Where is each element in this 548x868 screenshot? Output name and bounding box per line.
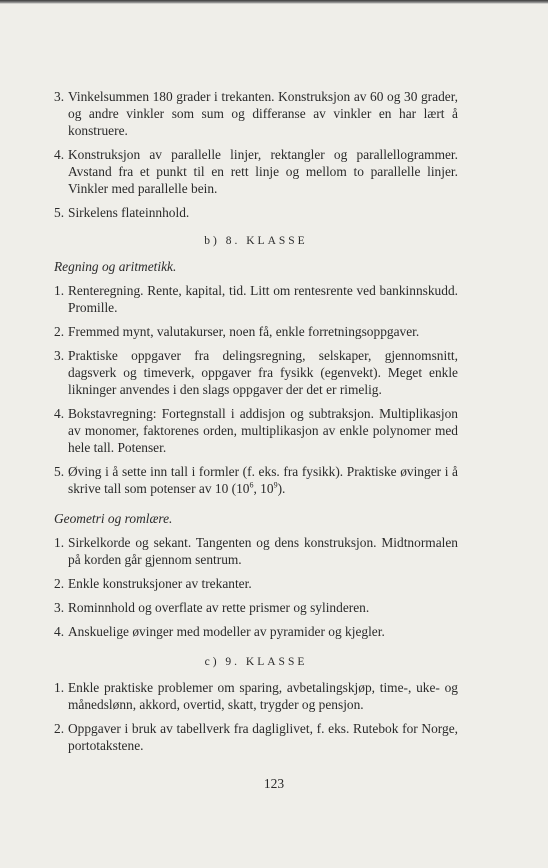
exponent: 6	[249, 480, 254, 490]
list-item	[54, 463, 458, 497]
item-number: 5.	[54, 464, 65, 479]
list-item	[54, 679, 458, 713]
item-number: 3.	[54, 348, 65, 363]
item-number: 1.	[54, 680, 65, 695]
section-heading-9-klasse: c) 9. KLASSE	[204, 656, 308, 668]
item-number: 4.	[54, 147, 65, 162]
item-text: Vinkelsummen 180 grader i trekanten. Konstruksjon av 60 og 30 grader, og andre vinkler som sum og differanse av vinkler en har lært å konstruere.	[68, 89, 458, 138]
page-number: 123	[263, 776, 285, 791]
list-item	[54, 534, 458, 568]
list-item	[54, 282, 458, 316]
section-heading-8-klasse: b) 8. KLASSE	[204, 235, 308, 247]
item-text: Anskuelige øvinger med modeller av pyramider og kjegler.	[68, 624, 385, 639]
list-item	[54, 623, 458, 640]
item-number: 2.	[54, 576, 65, 591]
item-text: Fremmed mynt, valutakurser, noen få, enkle forretningsoppgaver.	[68, 324, 420, 339]
item-text: Bokstavregning: Fortegnstall i addisjon og subtraksjon. Multiplikasjon av monomer, faktorenes orden, multiplikasjon av enkle polynomer med hele tall. Potenser.	[68, 406, 458, 455]
item-text: Oppgaver i bruk av tabellverk fra dagliglivet, f. eks. Rutebok for Norge, portotakstene.	[68, 721, 458, 753]
item-number: 1.	[54, 535, 65, 550]
item-text-part: Øving i å sette inn tall i formler (f. eks. fra fysikk). Praktiske øvinger i å skrive tall som potenser av 10 (10	[68, 464, 458, 496]
item-number: 4.	[54, 406, 65, 421]
item-text-part: , 10	[253, 481, 274, 496]
item-text-part: ).	[277, 481, 286, 496]
list-item	[54, 88, 458, 139]
item-text: Enkle praktiske problemer om sparing, avbetalingskjøp, time-, uke- og månedslønn, akkord, overtid, skatt, trygder og pensjon.	[68, 680, 458, 712]
list-item	[54, 599, 458, 616]
item-text: Sirkelens flateinnhold.	[68, 205, 190, 220]
list-item	[54, 204, 458, 221]
list-item	[54, 575, 458, 592]
item-text: Enkle konstruksjoner av trekanter.	[68, 576, 252, 591]
list-item	[54, 323, 458, 340]
item-text	[68, 464, 458, 496]
item-number: 3.	[54, 89, 65, 104]
item-number: 3.	[54, 600, 65, 615]
list-item	[54, 347, 458, 398]
item-text: Praktiske oppgaver fra delingsregning, selskaper, gjennomsnitt, dagsverk og timeverk, oppgaver fra fysikk (egenvekt). Meget enkle likninger anvendes i den slags oppgaver der det er rimelig.	[68, 348, 458, 397]
item-number: 5.	[54, 205, 65, 220]
item-number: 2.	[54, 324, 65, 339]
item-text: Sirkelkorde og sekant. Tangenten og dens konstruksjon. Midtnormalen på korden går gjennom sentrum.	[68, 535, 458, 567]
list-item	[54, 720, 458, 754]
item-number: 2.	[54, 721, 65, 736]
subheading-geometri: Geometri og romlære.	[54, 511, 173, 526]
item-text: Konstruksjon av parallelle linjer, rektangler og parallellogrammer. Avstand fra et punkt til en rett linje og mellom to parallelle linjer. Vinkler med parallelle bein.	[68, 147, 458, 196]
list-item	[54, 146, 458, 197]
exponent: 9	[273, 480, 278, 490]
item-text: Rominnhold og overflate av rette prismer og sylinderen.	[68, 600, 370, 615]
item-number: 1.	[54, 283, 65, 298]
top-edge	[0, 0, 548, 4]
list-item	[54, 405, 458, 456]
item-number: 4.	[54, 624, 65, 639]
page-content	[54, 88, 458, 761]
subheading-regning: Regning og aritmetikk.	[54, 259, 177, 274]
item-text: Renteregning. Rente, kapital, tid. Litt om rentesrente ved bankinnskudd. Promille.	[68, 283, 458, 315]
